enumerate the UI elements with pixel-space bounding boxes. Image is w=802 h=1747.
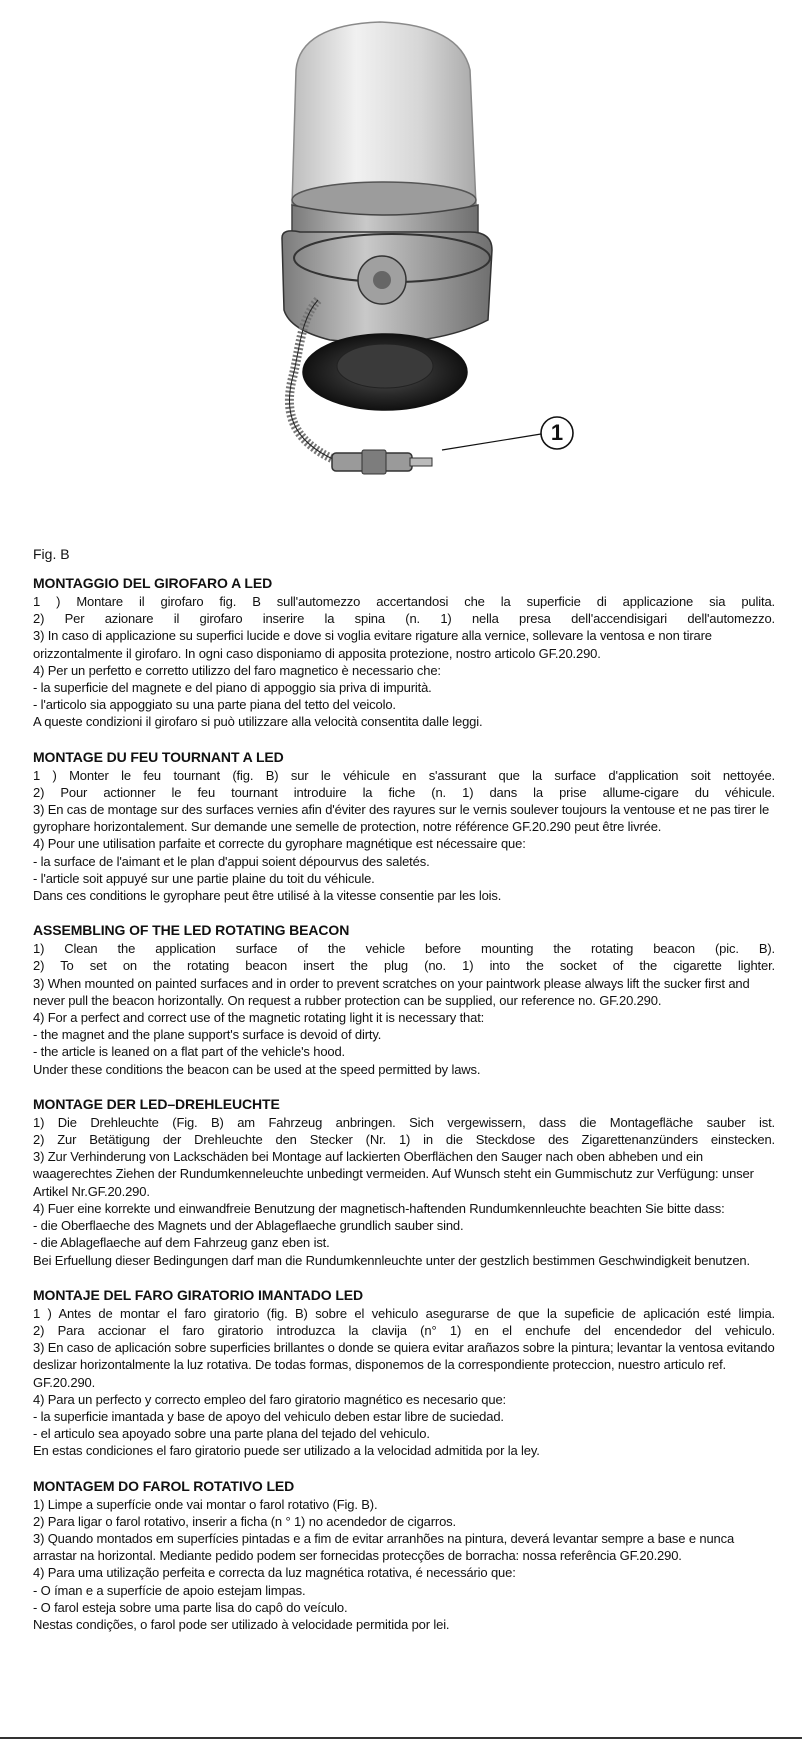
instruction-line: - la surface de l'aimant et le plan d'appui soient dépourvus des saletés. xyxy=(33,853,430,869)
instruction-line: 4) Para un perfecto y correcto empleo del faro giratorio magnético es necesario que: xyxy=(33,1391,506,1407)
section-spanish xyxy=(33,1286,775,1460)
instruction-line: En estas condiciones el faro giratorio puede ser utilizado a la velocidad admitida por la ley. xyxy=(33,1443,540,1459)
figure-caption: Fig. B xyxy=(33,546,70,562)
instruction-line: 4) For a perfect and correct use of the magnetic rotating light it is necessary that: xyxy=(33,1010,485,1026)
instruction-line: 1 ) Monter le feu tournant (fig. B) sur le véhicule en s'assurant que la surface d'application soit nettoyée. xyxy=(33,767,775,783)
callout-number: 1 xyxy=(550,420,564,445)
instructions-body xyxy=(33,574,775,1650)
instruction-line: 3) En caso de aplicación sobre superficies brillantes o donde se quiera evitar arañazos sobre la pintura; levantar la ventosa evitando deslizar horizontalmente la luz rotativa. De todas formas, disponemos de la correspondiente proteccion, nuestro articulo ref. GF.20.290. xyxy=(33,1340,775,1390)
instruction-line: - la superficie del magnete e del piano di appoggio sia priva di impurità. xyxy=(33,680,432,696)
section-french xyxy=(33,748,775,905)
instruction-line: - die Ablageflaeche auf dem Fahrzeug ganz eben ist. xyxy=(33,1235,330,1251)
instruction-line: Under these conditions the beacon can be used at the speed permitted by laws. xyxy=(33,1061,481,1077)
instruction-line: 4) Fuer eine korrekte und einwandfreie Benutzung der magnetisch-haftenden Rundumkennleuchte beachten Sie bitte dass: xyxy=(33,1200,725,1216)
section-title: MONTAJE DEL FARO GIRATORIO IMANTADO LED xyxy=(33,1286,364,1303)
instruction-line: 2) Para accionar el faro giratorio introduzca la clavija (n° 1) en el enchufe del encendedor del vehiculo. xyxy=(33,1322,775,1338)
section-title: MONTAGEM DO FAROL ROTATIVO LED xyxy=(33,1477,295,1494)
instruction-line: 3) In caso di applicazione su superfici lucide e dove si voglia evitare rigature alla vernice, sollevare la ventosa e non tirare orizzontalmente il girofaro. In ogni caso disponiamo di apposita protezione, nostro articolo GF.20.290. xyxy=(33,628,712,661)
instruction-line: - l'articolo sia appoggiato su una parte piana del tetto del veicolo. xyxy=(33,697,396,713)
beacon-figure xyxy=(0,0,802,500)
section-title: MONTAGGIO DEL GIROFARO A LED xyxy=(33,575,273,591)
instruction-line: Bei Erfuellung dieser Bedingungen darf man die Rundumkennleuchte unter der gestzlich bestimmen Geschwindigkeit benutzen. xyxy=(33,1252,750,1268)
instruction-line: 2) Per azionare il girofaro inserire la spina (n. 1) nella presa dell'accendisigari dell'automezzo. xyxy=(33,611,775,627)
instruction-line: 2) Para ligar o farol rotativo, inserir a ficha (n ° 1) no acendedor de cigarros. xyxy=(33,1513,456,1529)
instruction-line: 3) En cas de montage sur des surfaces vernies afin d'éviter des rayures sur le vernis soulever toujours la ventouse et ne pas tirer le gyrophare horizontalement. Sur demande une semelle de protection, notre référence GF.20.290 peut être livrée. xyxy=(33,802,770,835)
instruction-line: 3) When mounted on painted surfaces and in order to prevent scratches on your paintwork please always lift the sucker first and never pull the beacon horizontally. On request a rubber protection can be supplied, our reference no. GF.20.290. xyxy=(33,975,750,1008)
section-title: ASSEMBLING OF THE LED ROTATING BEACON xyxy=(33,922,350,939)
instruction-line: A queste condizioni il girofaro si può utilizzare alla velocità consentita dalle leggi. xyxy=(33,714,483,730)
instruction-line: 2) To set on the rotating beacon insert the plug (no. 1) into the socket of the cigarette lighter. xyxy=(33,958,775,974)
instruction-line: Dans ces conditions le gyrophare peut être utilisé à la vitesse consentie par les lois. xyxy=(33,888,502,904)
instruction-line: 1) Clean the application surface of the vehicle before mounting the rotating beacon (pic. B). xyxy=(33,941,775,957)
instruction-line: 1) Die Drehleuchte (Fig. B) am Fahrzeug anbringen. Sich vergewissern, dass die Montagefläche sauber ist. xyxy=(33,1114,775,1130)
section-english xyxy=(33,921,775,1078)
instruction-line: - the magnet and the plane support's surface is devoid of dirty. xyxy=(33,1027,382,1043)
instruction-line: - O farol esteja sobre uma parte lisa do capô do veículo. xyxy=(33,1599,348,1615)
section-italian xyxy=(33,574,775,731)
instruction-line: - the article is leaned on a flat part of the vehicle's hood. xyxy=(33,1044,346,1060)
section-title: MONTAGE DER LED–DREHLEUCHTE xyxy=(33,1095,280,1112)
instruction-line: - l'article soit appuyé sur une partie plaine du toit du véhicule. xyxy=(33,870,375,886)
section-title: MONTAGE DU FEU TOURNANT A LED xyxy=(33,748,284,765)
instruction-line: 4) Pour une utilisation parfaite et correcte du gyrophare magnétique est nécessaire que: xyxy=(33,836,526,852)
bottom-divider xyxy=(0,1737,802,1739)
instruction-line: Nestas condições, o farol pode ser utilizado à velocidade permitida por lei. xyxy=(33,1616,450,1632)
instruction-line: 1 ) Montare il girofaro fig. B sull'automezzo accertandosi che la superficie di applicazione sia pulita. xyxy=(33,594,775,609)
rotating-beacon-illustration xyxy=(0,0,802,500)
section-portuguese xyxy=(33,1477,775,1634)
instruction-line: - el articulo sea apoyado sobre una parte plana del tejado del vehiculo. xyxy=(33,1426,430,1442)
instruction-line: 4) Per un perfetto e corretto utilizzo del faro magnetico è necessario che: xyxy=(33,662,441,678)
section-german xyxy=(33,1095,775,1269)
instruction-line: 4) Para uma utilização perfeita e correcta da luz magnética rotativa, é necessário que: xyxy=(33,1565,516,1581)
instruction-line: - die Oberflaeche des Magnets und der Ablageflaeche grundlich sauber sind. xyxy=(33,1218,464,1234)
instruction-line: 1) Limpe a superfície onde vai montar o farol rotativo (Fig. B). xyxy=(33,1496,378,1512)
instruction-line: 3) Quando montados em superfícies pintadas e a fim de evitar arranhões na pintura, deverá levantar sempre a base e nunca arrastar na horizontal. Mediante pedido podem ser fornecidas protecções de borracha: nossa referência GF.20.290. xyxy=(33,1530,735,1564)
instruction-line: 3) Zur Verhinderung von Lackschäden bei Montage auf lackierten Oberflächen den Sauger nach oben abheben und ein waagerechtes Ziehen der Rundumkenneleuchte unbedingt vermeiden. Auf Wunsch steht ein Gummischutz zur Verfügung: unser Artikel Nr.GF.20.290. xyxy=(33,1149,754,1199)
instruction-line: - la superficie imantada y base de apoyo del vehiculo deben estar libre de suciedad. xyxy=(33,1408,504,1424)
instruction-line: 1 ) Antes de montar el faro giratorio (fig. B) sobre el vehiculo asegurarse de que la supeficie de aplicación esté limpia. xyxy=(33,1305,775,1321)
instruction-line: 2) Pour actionner le feu tournant introduire la fiche (n. 1) dans la prise allume-cigare du véhicule. xyxy=(33,784,775,800)
instruction-line: 2) Zur Betätigung der Drehleuchte den Stecker (Nr. 1) in die Steckdose des Zigarettenanzünders einstecken. xyxy=(33,1132,775,1148)
instruction-line: - O íman e a superfície de apoio estejam limpas. xyxy=(33,1582,306,1598)
